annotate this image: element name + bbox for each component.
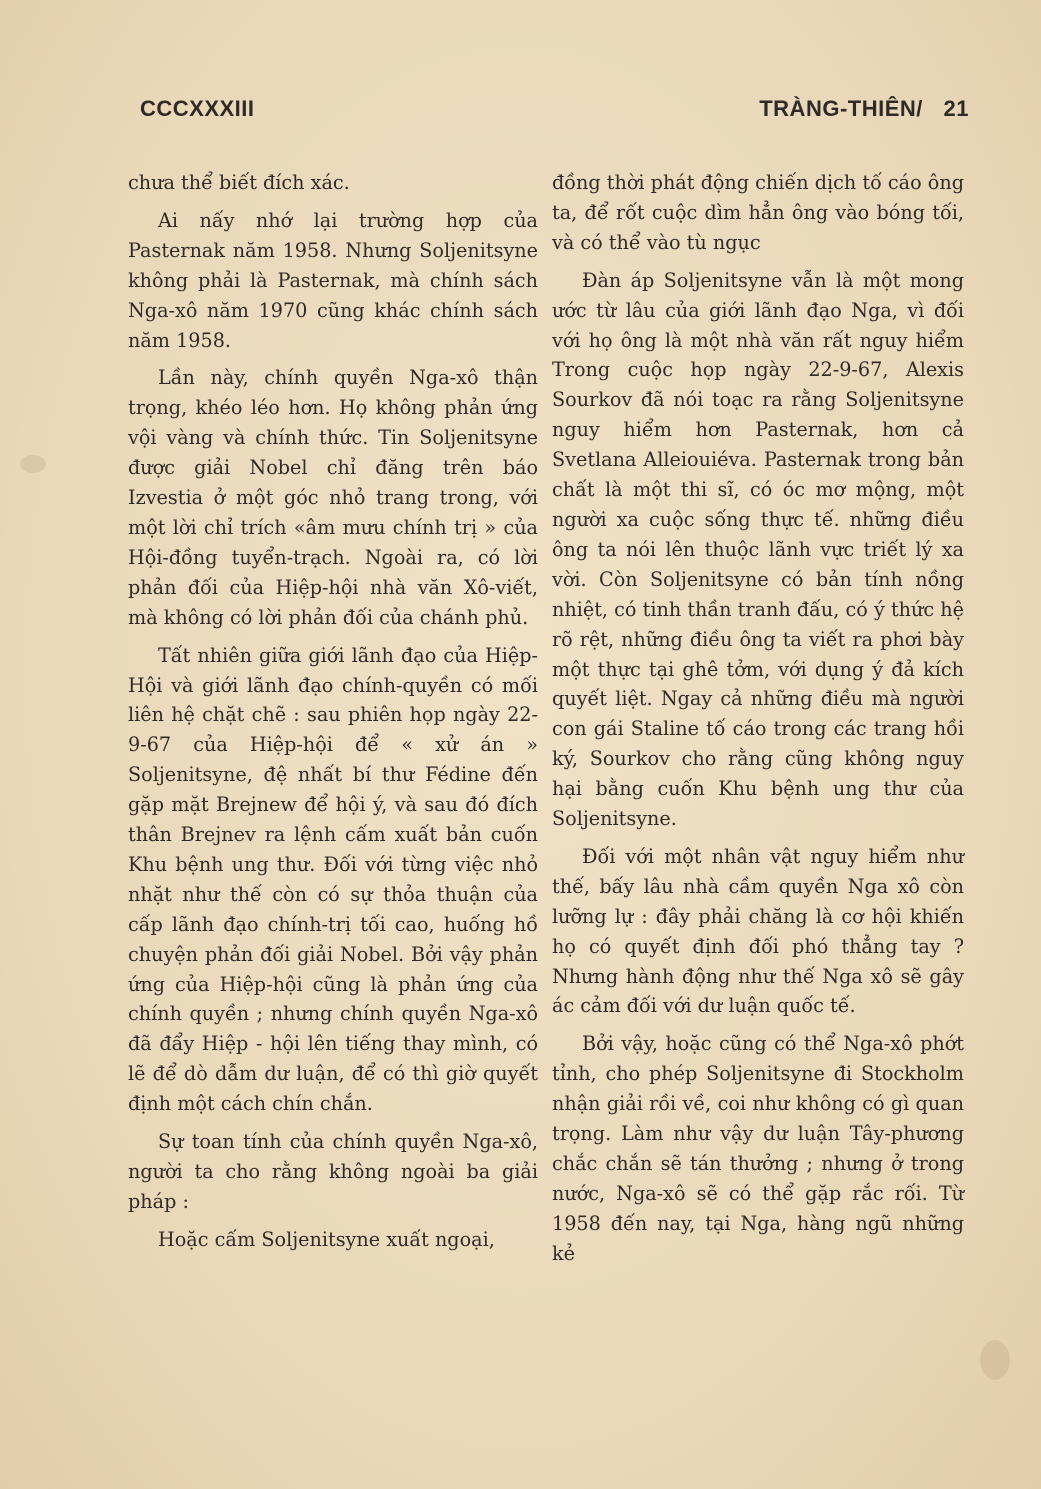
paper-stain [980, 1340, 1010, 1380]
paragraph: Đối với một nhân vật nguy hiểm như thế, bấy lâu nhà cầm quyền Nga xô còn lưỡng lự : đây phải chăng là cơ hội khiến họ có quyết định đối phó thẳng tay ? Nhưng hành động như thế Nga xô sẽ gây ác cảm đối với dư luận quốc tế. [552, 844, 964, 1018]
paper-stain [20, 455, 46, 473]
paragraph: Ai nấy nhớ lại trường hợp của Pasternak năm 1958. Nhưng Soljenitsyne không phải là Pasternak, mà chính sách Nga-xô năm 1970 cũng khác chính sách năm 1958. [128, 208, 538, 352]
paragraph: đồng thời phát động chiến dịch tố cáo ông ta, để rốt cuộc dìm hẳn ông vào bóng tối, và có thể vào tù ngục [552, 171, 964, 254]
right-column [552, 168, 964, 1269]
paragraph: chưa thể biết đích xác. [128, 171, 350, 194]
paragraph: Đàn áp Soljenitsyne vẫn là một mong ước từ lâu của giới lãnh đạo Nga, vì đối với họ ông là một nhà văn rất nguy hiểm Trong cuộc họp ngày 22-9-67, Alexis Sourkov đã nói toạc ra rằng Soljenitsyne nguy hiểm hơn Pasternak, hơn cả Svetlana Alleiouiéva. Pasternak trong bản chất là một thi sĩ, có óc mơ mộng, một người xa cuộc sống thực tế. những điều ông ta nói lên thuộc lãnh vực triết lý xa vời. Còn Soljenitsyne có bản tính nồng nhiệt, có tinh thần tranh đấu, có ý thức hệ rõ rệt, những điều ông ta viết ra phơi bày một thực tại ghê tởm, với dụng ý đả kích quyết liệt. Ngay cả những điều mà người con gái Staline tố cáo trong các trang hồi ký, Sourkov cho rằng cũng không nguy hại bằng cuốn Khu bệnh ung thư của Soljenitsyne. [552, 268, 964, 831]
paragraph: Sự toan tính của chính quyền Nga-xô, người ta cho rằng không ngoài ba giải pháp : [128, 1130, 538, 1213]
paragraph: Bởi vậy, hoặc cũng có thể Nga-xô phớt tỉnh, cho phép Soljenitsyne đi Stockholm nhận giải rồi về, coi như không có gì quan trọng. Làm như vậy dư luận Tây-phương chắc chắn sẽ tán thưởng ; nhưng ở trong nước, Nga-xô sẽ có thể gặp rắc rối. Từ 1958 đến nay, tại Nga, hàng ngũ những kẻ [552, 1032, 964, 1265]
issue-number: CCCXXXIII [140, 96, 255, 121]
left-column [128, 168, 538, 1255]
paragraph: Lần này, chính quyền Nga-xô thận trọng, khéo léo hơn. Họ không phản ứng vội vàng và chính thức. Tin Soljenitsyne được giải Nobel chỉ đăng trên báo Izvestia ở một góc nhỏ trang trong, với một lời chỉ trích «âm mưu chính trị » của Hội-đồng tuyển-trạch. Ngoài ra, có lời phản đối của Hiệp-hội nhà văn Xô-viết, mà không có lời phản đối của chánh phủ. [128, 366, 538, 629]
magazine-title: TRÀNG-THIÊN/ [759, 96, 923, 121]
header-right [759, 96, 969, 122]
paragraph: Tất nhiên giữa giới lãnh đạo của Hiệp-Hội và giới lãnh đạo chính-quyền có mối liên hệ chặt chẽ : sau phiên họp ngày 22-9-67 của Hiệp-hội để « xử án » Soljenitsyne, đệ nhất bí thư Fédine đến gặp mặt Brejnew để hội ý, và sau đó đích thân Brejnev ra lệnh cấm xuất bản cuốn Khu bệnh ung thư. Đối với từng việc nhỏ nhặt như thế còn có sự thỏa thuận của cấp lãnh đạo chính-trị tối cao, huống hồ chuyện phản đối giải Nobel. Bởi vậy phản ứng của Hiệp-hội cũng là phản ứng của chính quyền ; nhưng chính quyền Nga-xô đã đẩy Hiệp - hội lên tiếng thay mình, có lẽ để dò dẫm dư luận, để có thì giờ quyết định một cách chín chắn. [128, 643, 538, 1116]
paragraph: Hoặc cấm Soljenitsyne xuất ngoại, [158, 1227, 495, 1251]
running-header [140, 96, 969, 132]
page-number: 21 [943, 96, 969, 121]
